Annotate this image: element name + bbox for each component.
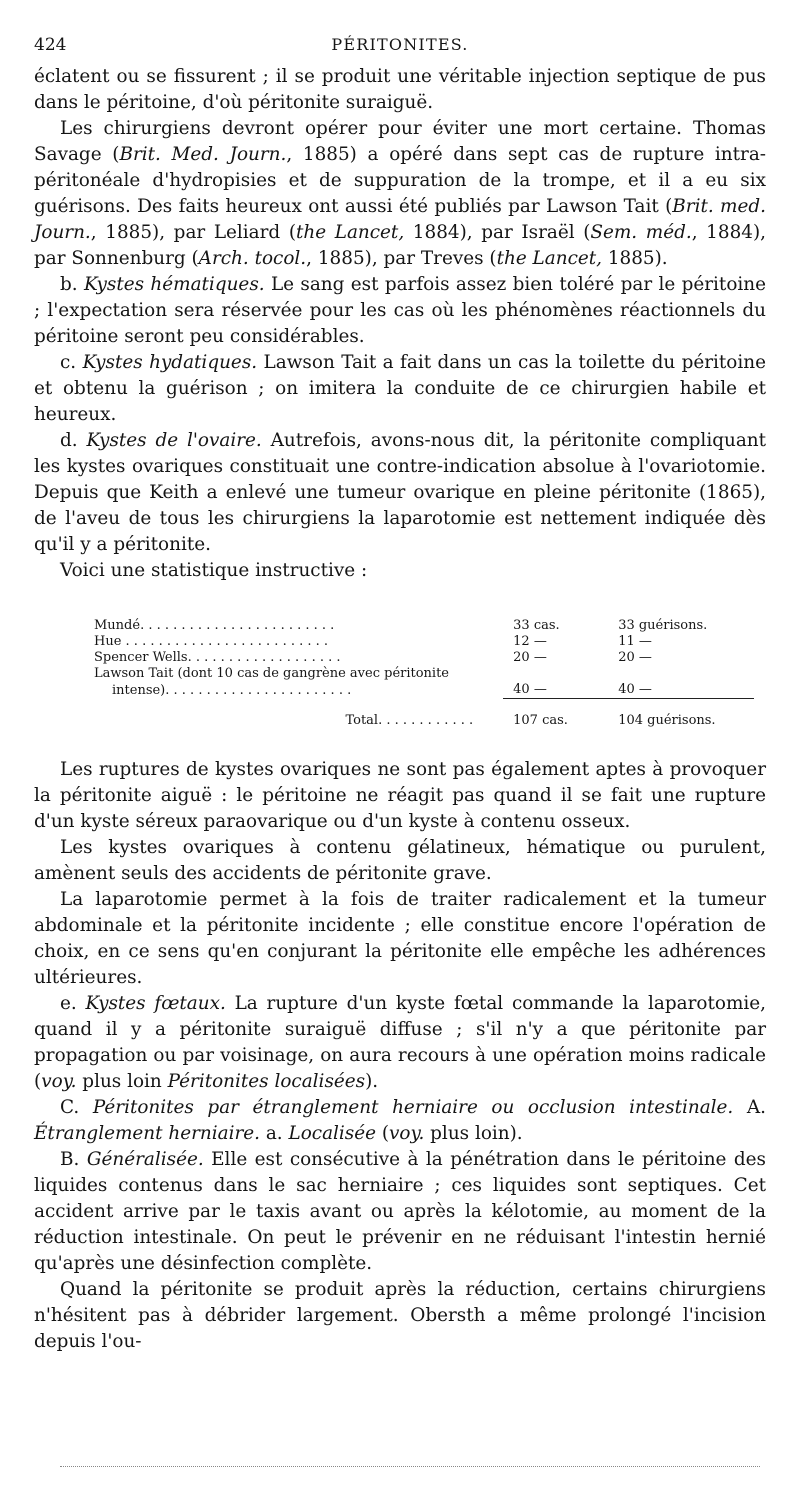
surgeon-name: Hue . . . . . . . . . . . . . . . . . . . . . . . . .: [94, 634, 329, 649]
section-label: d.: [60, 430, 87, 451]
body-text: [34, 64, 766, 1355]
citation: Sem. méd.: [590, 222, 692, 243]
text-run: , 1884), par Sonnenburg (: [34, 222, 767, 269]
citation: the Lancet,: [496, 248, 602, 269]
text-run: Le sang est parfois assez bien toléré par le péritoine ; l'expectation sera réservée pour les cas où les phénomènes réactionnels du péritoine seront peu considérables.: [34, 274, 766, 347]
running-head: [34, 32, 766, 58]
table-row: [94, 650, 754, 666]
paragraph-2: [34, 116, 766, 272]
text-run: 1884), par Israël (: [404, 222, 591, 243]
cross-reference: voy.: [389, 1123, 425, 1144]
cures-count: 33 guérisons.: [618, 618, 708, 633]
total-label: Total. . . . . . . . . . . .: [345, 713, 474, 728]
section-title: Kystes fœtaux.: [85, 993, 226, 1014]
section-title: Localisée: [288, 1123, 377, 1144]
text-run: Autrefois, avons-nous dit, la péritonite compliquant les kystes ovariques constituait une contre-indication absolue à l'ovariotomie. Depuis que Keith a enlevé une tumeur ovarique en pleine péritonite (1865), de l'aveu de tous les chirurgiens la laparotomie est nettement indiquée dès qu'il y a péritonite.: [34, 430, 767, 555]
page-number: 424: [34, 35, 67, 55]
citation: the Lancet,: [296, 222, 405, 243]
cures-count: 20 —: [618, 650, 652, 665]
citation: Brit. Med. Journ.: [119, 144, 287, 165]
text-run: , 1885) a opéré dans sept cas de rupture intra-péritonéale d'hydropisies et de suppuration de la trompe, et il a eu six guérisons. Des faits heureux ont aussi été publiés par Lawson Tait (: [34, 144, 766, 217]
section-title: Généralisée.: [86, 1149, 204, 1170]
section-title: Kystes hématiques.: [83, 274, 265, 295]
cross-reference: voy.: [41, 1071, 77, 1092]
text-run: , 1885), par Treves (: [306, 248, 497, 269]
text-run: Les chirurgiens devront opérer pour éviter une mort certaine. Thomas Savage (: [34, 118, 766, 165]
paragraph-12: [34, 1147, 766, 1277]
cross-reference: Péritonites localisées: [167, 1071, 366, 1092]
paragraph-7: Les ruptures de kystes ovariques ne sont pas également aptes à provoquer la péritonite aiguë : le péritoine ne réagit pas quand il se fait une rupture d'un kyste séreux paraovarique ou d'un kyste à contenu osseux.: [34, 759, 766, 832]
table-row: [94, 682, 754, 699]
text-run: 1885).: [601, 248, 668, 269]
text-run: Elle est consécutive à la pénétration dans le péritoine des liquides contenus dans le sac herniaire ; ces liquides sont septiques. Cet accident arrive par le taxis avant ou après la kélotomie, au moment de la réduction intestinale. On peut le prévenir en ne réduisant l'intestin hernié qu'après une désinfection complète.: [34, 1149, 766, 1274]
section-label: c.: [60, 352, 83, 373]
table-total-row: [94, 699, 754, 730]
section-title: Péritonites par étranglement herniaire ou occlusion intestinale.: [92, 1097, 734, 1118]
paragraph-4: [34, 350, 766, 428]
cures-count: 40 —: [618, 682, 754, 699]
cases-count: 20 —: [513, 650, 547, 665]
section-title: Étranglement herniaire.: [34, 1123, 260, 1144]
paragraph-11: [34, 1095, 766, 1147]
surgeon-name: Mundé. . . . . . . . . . . . . . . . . . . . . . . .: [94, 618, 335, 633]
surgeon-name: Lawson Tait (dont 10 cas de gangrène avec péritonite: [94, 666, 450, 681]
paragraph-6: Voici une statistique instructive :: [60, 560, 368, 581]
section-label: b.: [60, 274, 84, 295]
section-title: Kystes hydatiques.: [82, 352, 258, 373]
paragraph-9: La laparotomie permet à la fois de traiter radicalement et la tumeur abdominale et la péritonite incidente ; elle constitue encore l'opération de choix, en ce sens qu'en conjurant la péritonite elle empêche les adhérences ultérieures.: [34, 889, 766, 988]
cases-count: 33 cas.: [513, 618, 560, 633]
total-cases: 107 cas.: [513, 713, 568, 728]
text-run: La rupture d'un kyste fœtal commande la laparotomie, quand il y a péritonite suraiguë diffuse ; s'il n'y a que péritonite par propagation ou par voisinage, on aura recours à une opération moins radicale (: [34, 993, 767, 1092]
cases-count: [503, 666, 618, 682]
surgeon-name: intense). . . . . . . . . . . . . . . . . . . . . . .: [112, 682, 352, 698]
text-run: Lawson Tait a fait dans un cas la toilette du péritoine et obtenu la guérison ; on imitera la conduite de ce chirurgien habile et heureux.: [34, 352, 766, 425]
paragraph-10: [34, 991, 766, 1095]
surgeon-name: Spencer Wells. . . . . . . . . . . . . . . . . . .: [94, 650, 341, 665]
section-label: e.: [60, 993, 86, 1014]
section-label: a.: [259, 1123, 289, 1144]
citation: Arch. tocol.: [198, 248, 307, 269]
paragraph-8: Les kystes ovariques à contenu gélatineux, hématique ou purulent, amènent seuls des accidents de péritonite grave.: [34, 837, 766, 884]
paragraph-1: éclatent ou se fissurent ; il se produit une véritable injection septique de pus dans le péritoine, d'où péritonite suraiguë.: [34, 66, 766, 113]
text-run: , 1885), par Leliard (: [90, 222, 296, 243]
table-row: [94, 618, 754, 634]
running-title: PÉRITONITES.: [331, 35, 469, 54]
citation: Brit. med. Journ.: [34, 196, 766, 243]
section-title: Kystes de l'ovaire.: [86, 430, 262, 451]
section-label: C.: [60, 1097, 93, 1118]
section-label: A.: [733, 1097, 766, 1118]
footer-rule: [60, 1466, 760, 1467]
paragraph-13: Quand la péritonite se produit après la réduction, certains chirurgiens n'hésitent pas à débrider largement. Obersth a même prolongé l'incision depuis l'ou-: [34, 1279, 766, 1352]
cases-count: 12 —: [513, 634, 547, 649]
text-run: ).: [365, 1071, 379, 1092]
cures-count: [618, 666, 754, 682]
table-row: [94, 634, 754, 650]
cures-count: 11 —: [618, 634, 652, 649]
table-row: [94, 666, 754, 682]
text-run: (: [376, 1123, 390, 1144]
paragraph-3: [34, 272, 766, 350]
total-cures: 104 guérisons.: [618, 713, 716, 728]
statistics-table: [94, 618, 754, 729]
section-label: B.: [60, 1149, 87, 1170]
cases-count: 40 —: [503, 682, 618, 699]
text-run: plus loin: [76, 1071, 168, 1092]
text-run: plus loin).: [424, 1123, 523, 1144]
paragraph-5: [34, 428, 766, 558]
